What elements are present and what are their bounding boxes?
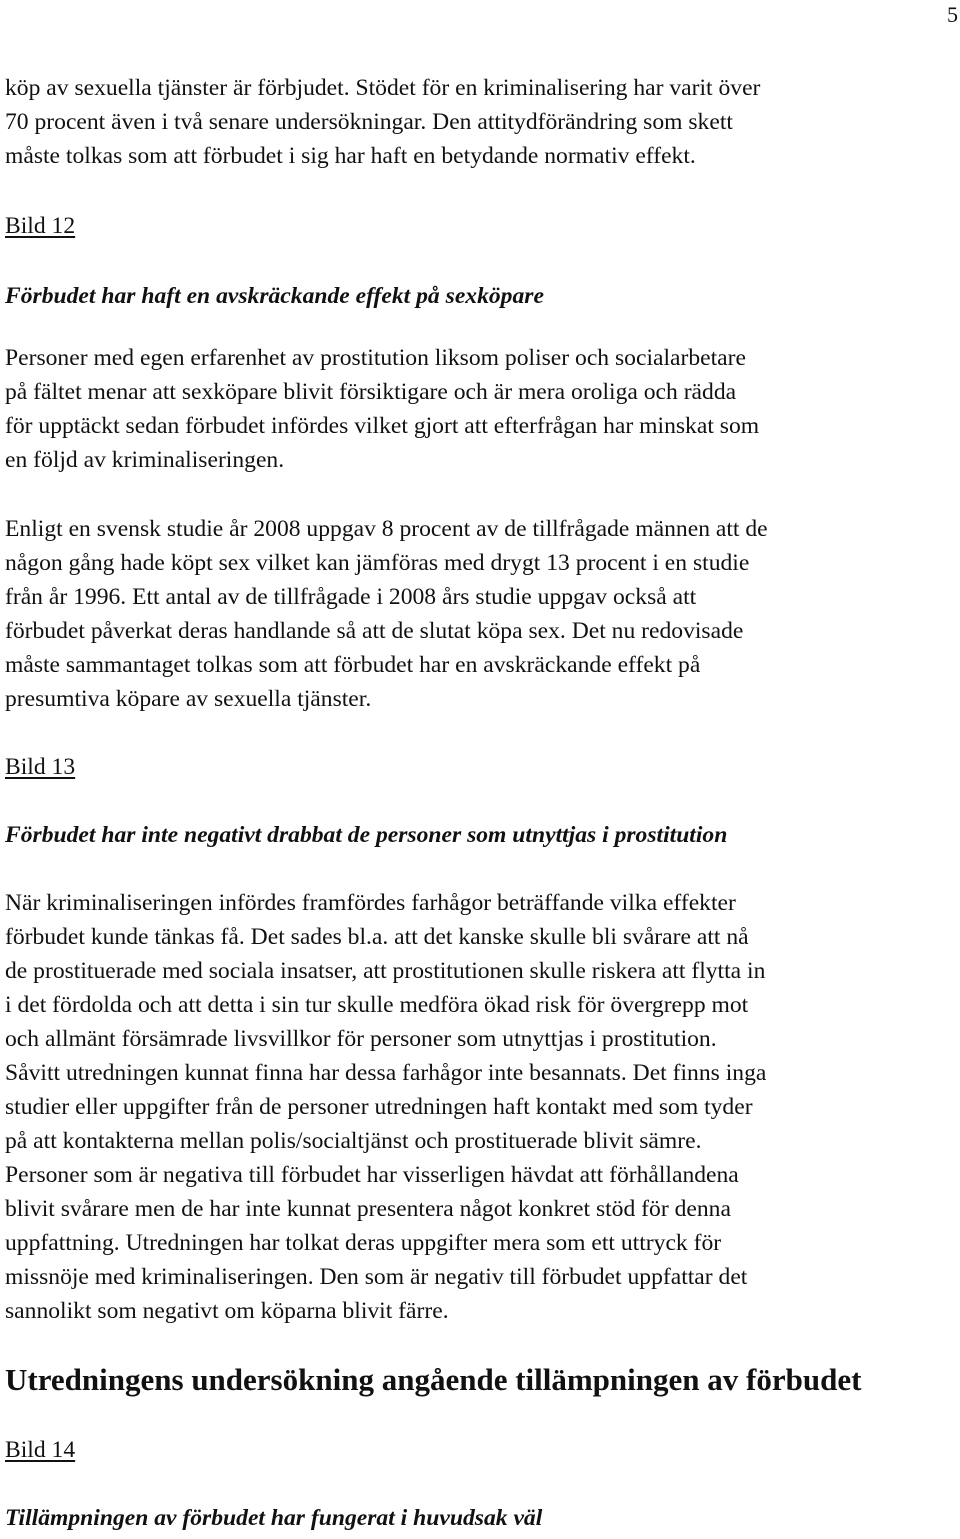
spacer xyxy=(5,716,955,750)
bild-12-paragraph-2: Enligt en svensk studie år 2008 uppgav 8 procent av de tillfrågade männen att de någon gång hade köpt sex vilket kan jämföras med drygt 13 procent i en studie från år 1996. Ett antal av de tillfrågade i 2008 års studie uppgav också att förbudet påverkat deras handlande så att de slutat köpa sex. Det nu redovisade måste sammantaget tolkas som att förbudet har en avskräckande effekt på presumtiva köpare av sexuella tjänster. xyxy=(5,516,768,712)
bild-13-heading: Förbudet har inte negativt drabbat de personer som utnyttjas i prostitution xyxy=(5,822,728,848)
bild-14-label: Bild 14 xyxy=(5,1437,76,1463)
spacer xyxy=(5,477,955,512)
spacer xyxy=(5,784,955,818)
spacer xyxy=(5,1467,955,1501)
spacer xyxy=(5,313,955,341)
spacer xyxy=(5,852,955,886)
spacer xyxy=(5,1328,955,1362)
bild-13-paragraph-1: När kriminaliseringen infördes framfördes farhågor beträffande vilka effekter förbudet kunde tänkas få. Det sades bl.a. att det kanske skulle bli svårare att nå de prostituerade med sociala insatser, att prostitutionen skulle riskera att flytta in i det fördolda och att detta i sin tur skulle medföra ökad risk för övergrepp mot och allmänt försämrade livsvillkor för personer som utnyttjas i prostitution. Såvitt utredningen kunnat finna har dessa farhågor inte besannats. Det finns inga studier eller uppgifter från de personer utredningen haft kontakt med som tyder på att kontakterna mellan polis/socialtjänst och prostituerade blivit sämre. Personer som är negativa till förbudet har visserligen hävdat att förhållandena blivit svårare men de har inte kunnat presentera något konkret stöd för denna uppfattning. Utredningen har tolkat deras uppgifter mera som ett uttryck för missnöje med kriminaliseringen. Den som är negativ till förbudet uppfattar det sannolikt som negativt om köparna blivit färre. xyxy=(5,890,767,1324)
bild-14-heading: Tillämpningen av förbudet har fungerat i huvudsak väl xyxy=(5,1505,543,1531)
bild-12-paragraph-1: Personer med egen erfarenhet av prostitution liksom poliser och socialarbetare på fältet menar att sexköpare blivit försiktigare och är mera oroliga och rädda för upptäckt sedan förbudet infördes vilket gjort att efterfrågan har minskat som en följd av kriminaliseringen. xyxy=(5,345,760,473)
page-number: 5 xyxy=(947,2,958,27)
spacer xyxy=(5,243,955,279)
bild-12-label: Bild 12 xyxy=(5,213,76,239)
intro-paragraph: köp av sexuella tjänster är förbjudet. Stödet för en kriminalisering har varit över 70 procent även i två senare undersökningar. Den attitydförändring som skett måste tolkas som att förbudet i sig har haft en betydande normativ effekt. xyxy=(5,75,761,169)
bild-13-label: Bild 13 xyxy=(5,754,76,780)
section-heading: Utredningens undersökning angående tillämpningen av förbudet xyxy=(5,1362,862,1397)
bild-12-heading: Förbudet har haft en avskräckande effekt på sexköpare xyxy=(5,283,544,309)
spacer xyxy=(5,173,955,209)
document-body xyxy=(5,71,955,1535)
spacer xyxy=(5,1398,955,1433)
